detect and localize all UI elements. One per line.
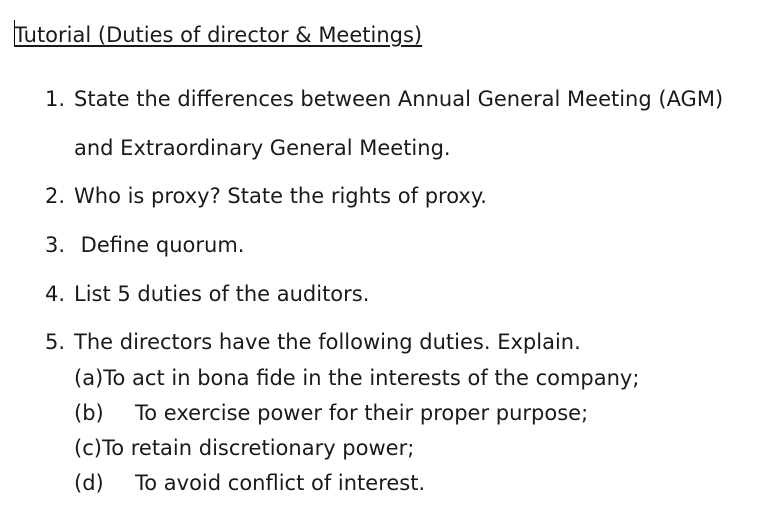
document-title: Tutorial (Duties of director & Meetings) — [14, 23, 423, 47]
question-text: State the differences between Annual General Meeting (AGM) — [74, 87, 724, 111]
subitem-c — [74, 433, 414, 463]
subitem-text: To exercise power for their proper purpose; — [135, 401, 589, 425]
subitem-a — [74, 363, 639, 393]
subitem-d — [74, 468, 425, 498]
subitem-label: (b) — [74, 401, 104, 425]
question-text: Define quorum. — [74, 233, 245, 257]
question-4 — [45, 279, 369, 309]
subitem-text: To act in bona fide in the interests of the company; — [103, 366, 640, 390]
question-text: List 5 duties of the auditors. — [74, 282, 370, 306]
subitem-text: To avoid conflict of interest. — [135, 471, 426, 495]
question-number: 3. — [45, 233, 66, 257]
question-5 — [45, 327, 581, 357]
subitem-label: (c) — [74, 436, 102, 460]
subitem-b — [74, 398, 588, 428]
question-number: 2. — [45, 184, 66, 208]
question-number: 1. — [45, 87, 66, 111]
question-number: 5. — [45, 330, 66, 354]
question-1-continuation: and Extraordinary General Meeting. — [74, 136, 451, 160]
subitem-text: To retain discretionary power; — [101, 436, 415, 460]
question-1 — [45, 84, 723, 114]
question-number: 4. — [45, 282, 66, 306]
question-text: Who is proxy? State the rights of proxy. — [74, 184, 487, 208]
question-3 — [45, 230, 244, 260]
subitem-label: (d) — [74, 471, 104, 495]
question-2 — [45, 181, 487, 211]
subitem-label: (a) — [74, 366, 104, 390]
question-text: The directors have the following duties. Explain. — [74, 330, 581, 354]
